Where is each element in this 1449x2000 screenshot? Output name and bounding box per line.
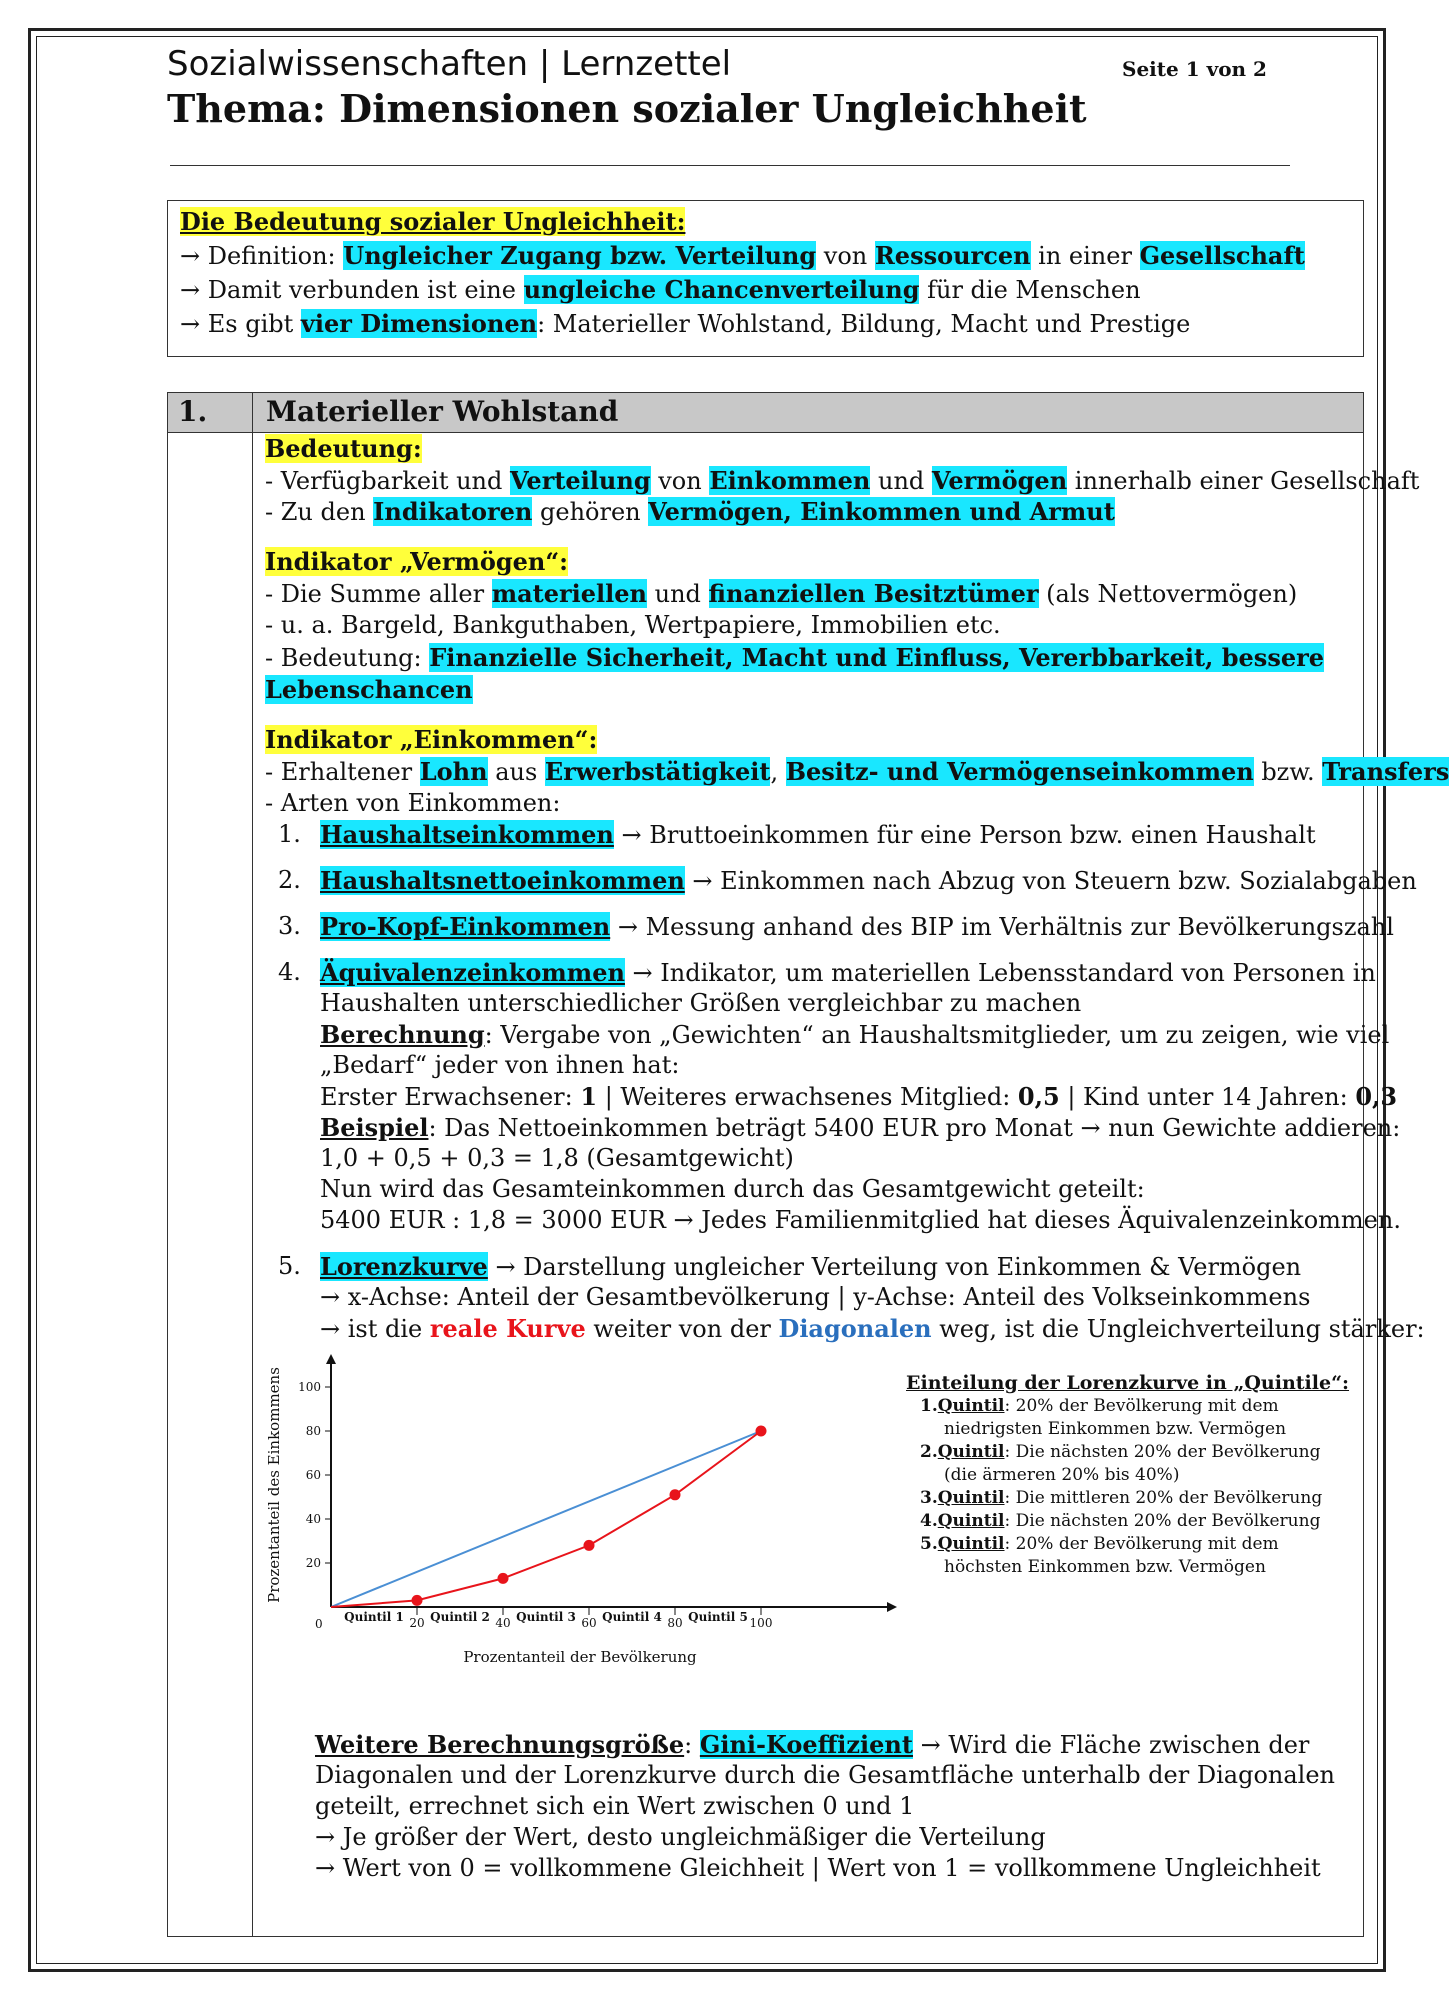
aequi-line-2: Haushalten unterschiedlicher Größen vergleichbar zu machen bbox=[320, 989, 1082, 1017]
header-rule bbox=[170, 165, 1290, 166]
einkommen-heading: Indikator „Einkommen“: bbox=[265, 725, 598, 754]
intro-line-2: → Damit verbunden ist eine ungleiche Chancenverteilung für die Menschen bbox=[180, 275, 1141, 304]
aequi-line-3: Berechnung: Vergabe von „Gewichten“ an Haushaltsmitglieder, um zu zeigen, wie viel bbox=[320, 1020, 1390, 1049]
quintile-legend-row: (die ärmeren 20% bis 40%) bbox=[944, 1465, 1180, 1485]
lorenz-point bbox=[498, 1573, 509, 1584]
aequi-line-5: Erster Erwachsener: 1 | Weiteres erwachsenes Mitglied: 0,5 | Kind unter 14 Jahren: 0,3 bbox=[320, 1082, 1398, 1111]
vermoegen-line-1: - Die Summe aller materiellen und finanziellen Besitztümer (als Nettovermögen) bbox=[265, 579, 1298, 608]
quintile-legend-row: niedrigsten Einkommen bzw. Vermögen bbox=[944, 1419, 1287, 1439]
lorenz-line-2: → x-Achse: Anteil der Gesamtbevölkerung | y-Achse: Anteil des Volkseinkommens bbox=[320, 1283, 1311, 1311]
einkommen-item-2-num: 2. bbox=[278, 866, 301, 894]
y-tick-label: 40 bbox=[305, 1512, 321, 1526]
einkommen-item-4-num: 4. bbox=[278, 958, 301, 986]
vermoegen-line-4: Lebenschancen bbox=[265, 675, 473, 704]
intro-heading: Die Bedeutung sozialer Ungleichheit: bbox=[180, 207, 686, 236]
lorenz-chart bbox=[255, 1350, 895, 1680]
page-title: Thema: Dimensionen sozialer Ungleichheit bbox=[167, 86, 1087, 131]
diagonal-line bbox=[331, 1431, 761, 1607]
y-tick-label: 100 bbox=[298, 1380, 321, 1394]
section-column-divider bbox=[252, 393, 253, 1936]
intro-line-1: → Definition: Ungleicher Zugang bzw. Verteilung von Ressourcen in einer Gesellschaft bbox=[180, 241, 1305, 270]
section-header bbox=[168, 393, 1363, 433]
lorenz-point bbox=[670, 1489, 681, 1500]
intro-line-3: → Es gibt vier Dimensionen: Materieller Wohlstand, Bildung, Macht und Prestige bbox=[180, 309, 1191, 338]
quintile-axis-label: Quintil 4 bbox=[602, 1610, 662, 1624]
quintile-legend-row: 5.Quintil: 20% der Bevölkerung mit dem bbox=[920, 1534, 1279, 1554]
y-tick-label: 80 bbox=[305, 1424, 321, 1438]
chart-x-label: Prozentanteil der Bevölkerung bbox=[463, 1648, 697, 1666]
gini-line-4: → Je größer der Wert, desto ungleichmäßiger die Verteilung bbox=[315, 1823, 1046, 1851]
lorenz-num: 5. bbox=[278, 1252, 301, 1280]
y-tick-label: 20 bbox=[305, 1556, 321, 1570]
lorenz-point bbox=[756, 1426, 767, 1437]
x-tick-label: 100 bbox=[749, 1616, 773, 1630]
aequi-line-9: 5400 EUR : 1,8 = 3000 EUR → Jedes Familienmitglied hat dieses Äquivalenzeinkommen. bbox=[320, 1206, 1401, 1234]
subject-header: Sozialwissenschaften | Lernzettel bbox=[167, 44, 732, 84]
lorenz-line-1: Lorenzkurve → Darstellung ungleicher Verteilung von Einkommen & Vermögen bbox=[320, 1252, 1302, 1281]
vermoegen-line-2: - u. a. Bargeld, Bankguthaben, Wertpapiere, Immobilien etc. bbox=[265, 611, 1001, 639]
gini-line-2: Diagonalen und der Lorenzkurve durch die Gesamtfläche unterhalb der Diagonalen bbox=[315, 1761, 1335, 1789]
quintile-legend-row: 4.Quintil: Die nächsten 20% der Bevölkerung bbox=[920, 1511, 1321, 1531]
section-number: 1. bbox=[178, 395, 208, 428]
quintile-legend-row: höchsten Einkommen bzw. Vermögen bbox=[944, 1557, 1266, 1577]
section-title: Materieller Wohlstand bbox=[266, 395, 619, 428]
quintile-legend-row: 1.Quintil: 20% der Bevölkerung mit dem bbox=[920, 1396, 1279, 1416]
einkommen-item-4: Äquivalenzeinkommen → Indikator, um materiellen Lebensstandard von Personen in bbox=[320, 958, 1376, 987]
gini-line-5: → Wert von 0 = vollkommene Gleichheit | Wert von 1 = vollkommene Ungleichheit bbox=[315, 1854, 1321, 1882]
quintile-legend bbox=[906, 1372, 1349, 1579]
quintile-axis-label: Quintil 3 bbox=[516, 1610, 576, 1624]
bedeutung-heading: Bedeutung: bbox=[265, 434, 422, 463]
quintile-axis-label: Quintil 5 bbox=[688, 1610, 748, 1624]
bedeutung-line-2: - Zu den Indikatoren gehören Vermögen, Einkommen und Armut bbox=[265, 497, 1115, 526]
quintile-legend-row: 3.Quintil: Die mittleren 20% der Bevölkerung bbox=[920, 1488, 1323, 1508]
vermoegen-heading: Indikator „Vermögen“: bbox=[265, 547, 569, 576]
chart-origin-label: 0 bbox=[315, 1617, 323, 1631]
gini-line-1: Weitere Berechnungsgröße: Gini-Koeffizient → Wird die Fläche zwischen der bbox=[315, 1730, 1310, 1759]
aequi-line-8: Nun wird das Gesamteinkommen durch das Gesamtgewicht geteilt: bbox=[320, 1175, 1145, 1203]
x-tick-label: 40 bbox=[495, 1616, 511, 1630]
chart-y-label: Prozentanteil des Einkommens bbox=[265, 1367, 283, 1603]
einkommen-line-1: - Erhaltener Lohn aus Erwerbstätigkeit, Besitz- und Vermögenseinkommen bzw. Transfers bbox=[265, 757, 1449, 786]
x-tick-label: 20 bbox=[409, 1616, 425, 1630]
quintile-axis-label: Quintil 1 bbox=[344, 1610, 404, 1624]
einkommen-line-2: - Arten von Einkommen: bbox=[265, 789, 561, 817]
quintile-legend-row: 2.Quintil: Die nächsten 20% der Bevölkerung bbox=[920, 1442, 1321, 1462]
vermoegen-line-3: - Bedeutung: Finanzielle Sicherheit, Macht und Einfluss, Vererbbarkeit, bessere bbox=[265, 643, 1325, 672]
einkommen-item-2: Haushaltsnettoeinkommen → Einkommen nach Abzug von Steuern bzw. Sozialabgaben bbox=[320, 866, 1417, 895]
aequi-line-4: „Bedarf“ jeder von ihnen hat: bbox=[320, 1051, 680, 1079]
einkommen-item-1-num: 1. bbox=[278, 820, 301, 848]
einkommen-item-3-num: 3. bbox=[278, 912, 301, 940]
einkommen-item-3: Pro-Kopf-Einkommen → Messung anhand des BIP im Verhältnis zur Bevölkerungszahl bbox=[320, 912, 1394, 941]
bedeutung-line-1: - Verfügbarkeit und Verteilung von Einkommen und Vermögen innerhalb einer Gesellschaft bbox=[265, 466, 1420, 495]
gini-line-3: geteilt, errechnet sich ein Wert zwischen 0 und 1 bbox=[315, 1792, 915, 1820]
einkommen-item-1: Haushaltseinkommen → Bruttoeinkommen für eine Person bzw. einen Haushalt bbox=[320, 820, 1316, 849]
x-tick-label: 80 bbox=[667, 1616, 683, 1630]
lorenz-point bbox=[584, 1540, 595, 1551]
lorenz-point bbox=[412, 1595, 423, 1606]
aequi-line-6: Beispiel: Das Nettoeinkommen beträgt 5400 EUR pro Monat → nun Gewichte addieren: bbox=[320, 1113, 1401, 1142]
x-tick-label: 60 bbox=[581, 1616, 597, 1630]
y-tick-label: 60 bbox=[305, 1468, 321, 1482]
page-number: Seite 1 von 2 bbox=[1122, 57, 1267, 81]
y-axis-arrow bbox=[326, 1354, 336, 1364]
lorenz-line-3: → ist die reale Kurve weiter von der Diagonalen weg, ist die Ungleichverteilung stärker: bbox=[320, 1314, 1425, 1343]
quintile-axis-label: Quintil 2 bbox=[430, 1610, 490, 1624]
aequi-line-7: 1,0 + 0,5 + 0,3 = 1,8 (Gesamtgewicht) bbox=[320, 1144, 794, 1172]
quintile-legend-title: Einteilung der Lorenzkurve in „Quintile“: bbox=[906, 1372, 1350, 1394]
intro-box bbox=[167, 200, 1364, 357]
